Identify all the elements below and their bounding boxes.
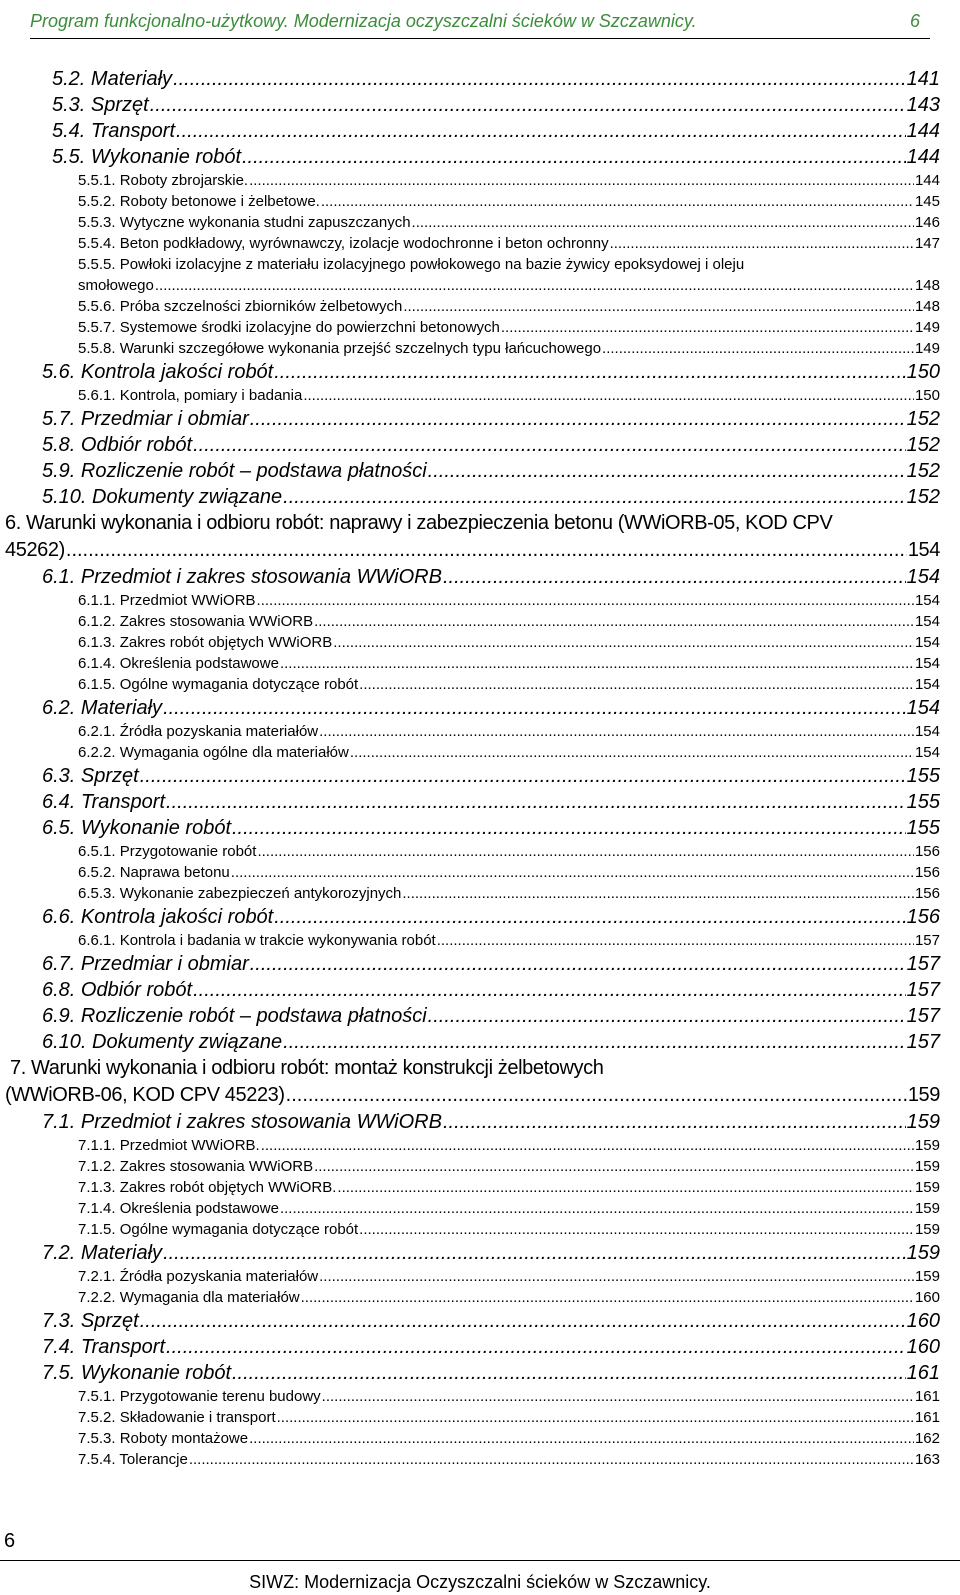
toc-entry-title: 6.7. Przedmiar i obmiar [42,953,249,975]
toc-entry-page: 163 [914,1451,940,1468]
toc-entry-page: 144 [914,172,940,189]
toc-entry-title: 7.1.4. Określenia podstawowe [78,1200,279,1217]
toc-entry-page: 152 [906,408,940,430]
toc-entry-page: 159 [914,1137,940,1154]
toc-entry-title: 7.1.3. Zakres robót objętych WWiORB. [78,1179,337,1196]
toc-entry-title: 7.1.5. Ogólne wymagania dotyczące robót [78,1221,359,1238]
toc-entry[interactable] [0,458,960,484]
toc-entry-title: 7.5.2. Składowanie i transport [78,1409,276,1426]
toc-entry[interactable] [0,564,960,590]
toc-entry-page: 148 [914,298,940,315]
toc-entry-page: 155 [906,765,940,787]
toc-leader-dots [437,930,914,951]
toc-entry[interactable] [0,1029,960,1055]
toc-entry-page: 155 [906,791,940,813]
toc-leader-dots [428,458,906,484]
toc-entry-title: 6.5. Wykonanie robót [42,817,231,839]
toc-entry-title: 5.2. Materiały [52,68,173,90]
toc-entry-page: 157 [906,1031,940,1053]
toc-entry[interactable] [0,930,960,951]
toc-entry[interactable] [0,883,960,904]
toc-entry[interactable] [0,317,960,338]
toc-leader-dots [359,674,914,695]
toc-entry-title: 5.5. Wykonanie robót [52,146,241,168]
toc-entry[interactable] [0,1135,960,1156]
toc-entry-page: 161 [906,1362,940,1384]
toc-entry-page: 144 [906,146,940,168]
toc-leader-dots [443,1109,906,1135]
toc-entry-page: 150 [906,361,940,383]
toc-entry-page: 143 [906,94,940,116]
toc-entry-page: 157 [914,932,940,949]
toc-entry[interactable] [0,841,960,862]
toc-entry-title: 7.5.1. Przygotowanie terenu budowy [78,1388,321,1405]
toc-leader-dots [412,212,914,233]
toc-entry-title: 6.5.2. Naprawa betonu [78,864,230,881]
toc-entry-page: 148 [914,277,940,294]
toc-leader-dots [163,695,906,721]
toc-entry-title: 6.2.2. Wymagania ogólne dla materiałów [78,744,349,761]
toc-entry-title: 5.9. Rozliczenie robót – podstawa płatności [42,460,427,482]
toc-entry-page: 154 [914,723,940,740]
toc-entry-title: 6.8. Odbiór robót [42,979,193,1001]
toc-leader-dots [176,118,906,144]
toc-entry-title: 5.5.3. Wytyczne wykonania studni zapuszczanych [78,214,411,231]
table-of-contents [0,66,960,1470]
toc-entry-title: 7.4. Transport [42,1336,166,1358]
toc-entry-page: 152 [906,434,940,456]
toc-entry-title: 5.6. Kontrola jakości robót [42,361,274,383]
toc-entry-title: 6.1.4. Określenia podstawowe [78,655,279,672]
toc-leader-dots [350,742,914,763]
toc-leader-dots [189,1449,914,1470]
toc-entry-page: 155 [906,817,940,839]
toc-entry[interactable] [0,406,960,432]
toc-entry[interactable] [0,904,960,930]
toc-entry[interactable] [0,1219,960,1240]
toc-entry[interactable] [0,1003,960,1029]
toc-entry[interactable] [0,1240,960,1266]
toc-entry-title: 6.2. Materiały [42,697,163,719]
toc-entry-page: 161 [914,1388,940,1405]
toc-entry-title: 7.1. Przedmiot i zakres stosowania WWiORB [42,1111,442,1133]
toc-entry[interactable] [0,1266,960,1287]
toc-leader-dots [402,883,914,904]
toc-entry[interactable] [0,1449,960,1470]
toc-leader-dots [283,1029,905,1055]
toc-entry-title: 45262) [5,539,65,561]
toc-entry[interactable] [0,484,960,510]
toc-entry-title: (WWiORB-06, KOD CPV 45223) [5,1084,285,1106]
toc-entry-page: 145 [914,193,940,210]
toc-entry-page: 150 [914,387,940,404]
toc-leader-dots [249,170,914,191]
toc-entry-page: 159 [914,1200,940,1217]
toc-leader-dots [155,275,914,296]
header-page-number: 6 [910,11,921,31]
toc-entry-title: 7.2. Materiały [42,1242,163,1264]
toc-entry-title: 5.5.4. Beton podkładowy, wyrównawczy, izolacje wodochronne i beton ochronny [78,235,609,252]
toc-leader-dots [319,721,914,742]
toc-entry[interactable] [0,92,960,118]
toc-leader-dots [280,653,914,674]
toc-leader-dots [319,1266,914,1287]
toc-entry-title: 5.6.1. Kontrola, pomiary i badania [78,387,303,404]
toc-entry-page: 157 [906,979,940,1001]
toc-entry[interactable] [0,590,960,611]
toc-entry[interactable] [0,674,960,695]
toc-entry[interactable] [0,721,960,742]
toc-entry-title: 6.5.1. Przygotowanie robót [78,843,257,860]
toc-entry[interactable] [0,1428,960,1449]
toc-entry-title: 6.1.1. Przedmiot WWiORB [78,592,256,609]
toc-entry-title: 7.2.1. Źródła pozyskania materiałów [78,1268,319,1285]
toc-entry-page: 159 [906,1111,940,1133]
toc-entry-page: 154 [906,697,940,719]
toc-entry-page: 157 [906,953,940,975]
toc-entry[interactable] [0,763,960,789]
toc-entry[interactable] [0,359,960,385]
toc-leader-dots [337,1177,914,1198]
toc-leader-dots [232,1360,906,1386]
toc-entry[interactable] [0,1156,960,1177]
toc-entry-page: 156 [914,864,940,881]
toc-entry-title: 6.1. Przedmiot i zakres stosowania WWiORB [42,566,442,588]
toc-leader-dots [610,233,914,254]
toc-leader-dots [250,951,906,977]
toc-entry-title: 5.5.2. Roboty betonowe i żelbetowe. [78,193,320,210]
toc-entry-title: 5.5.8. Warunki szczegółowe wykonania przejść szczelnych typu łańcuchowego [78,340,602,357]
toc-entry[interactable] [0,338,960,359]
toc-entry-title: 5.7. Przedmiar i obmiar [42,408,249,430]
toc-entry-title: 5.3. Sprzęt [52,94,149,116]
toc-leader-dots [150,92,906,118]
toc-entry-title: 6.1.3. Zakres robót objętych WWiORB [78,634,333,651]
toc-entry-title: 6.1.5. Ogólne wymagania dotyczące robót [78,676,359,693]
toc-entry-title: 7.5. Wykonanie robót [42,1362,231,1384]
toc-entry[interactable] [0,1360,960,1386]
toc-leader-dots [166,1334,906,1360]
toc-entry[interactable] [0,1055,960,1109]
toc-leader-dots [163,1240,906,1266]
toc-entry-page: 160 [914,1289,940,1306]
toc-entry-page: 154 [914,744,940,761]
toc-entry[interactable] [0,432,960,458]
toc-entry[interactable] [0,1287,960,1308]
toc-entry-page: 152 [906,460,940,482]
toc-entry-title: 7. Warunki wykonania i odbioru robót: montaż konstrukcji żelbetowych [10,1057,604,1079]
toc-leader-dots [443,564,906,590]
toc-leader-dots [232,815,906,841]
toc-leader-dots [274,904,905,930]
toc-leader-dots [140,1308,906,1334]
toc-leader-dots [283,484,905,510]
toc-leader-dots [257,841,914,862]
toc-leader-dots [274,359,905,385]
toc-entry-title: 5.5.7. Systemowe środki izolacyjne do powierzchni betonowych [78,319,500,336]
toc-entry-title: 6.1.2. Zakres stosowania WWiORB [78,613,314,630]
toc-leader-dots [280,1198,914,1219]
toc-entry[interactable] [0,118,960,144]
toc-entry-page: 149 [914,319,940,336]
toc-entry-title: 7.3. Sprzęt [42,1310,139,1332]
toc-leader-dots [242,144,906,170]
toc-entry-title: 6.3. Sprzęt [42,765,139,787]
toc-entry-title: 6.6. Kontrola jakości robót [42,906,274,928]
toc-entry[interactable] [0,977,960,1003]
toc-leader-dots [322,1386,914,1407]
toc-entry-page: 159 [914,1268,940,1285]
toc-entry-page: 154 [906,566,940,588]
toc-entry-page: 154 [914,655,940,672]
toc-entry[interactable] [0,254,960,296]
toc-entry-page: 162 [914,1430,940,1447]
toc-leader-dots [166,789,906,815]
toc-entry-page: 160 [906,1336,940,1358]
toc-entry[interactable] [0,862,960,883]
toc-entry[interactable] [0,742,960,763]
toc-entry[interactable] [0,653,960,674]
toc-leader-dots [140,763,906,789]
toc-entry-title: 6. Warunki wykonania i odbioru robót: naprawy i zabezpieczenia betonu (WWiORB-05, KOD CPV [5,512,833,534]
toc-leader-dots [193,977,906,1003]
footer-text: SIWZ: Modernizacja Oczyszczalni ścieków w Szczawnicy. [249,1572,711,1592]
toc-leader-dots [250,406,906,432]
toc-leader-dots [314,611,914,632]
toc-entry-title: 6.2.1. Źródła pozyskania materiałów [78,723,319,740]
toc-entry-page: 156 [914,885,940,902]
toc-entry[interactable] [0,1198,960,1219]
toc-leader-dots [314,1156,914,1177]
toc-entry-page: 154 [914,613,940,630]
toc-entry-page: 154 [914,634,940,651]
toc-leader-dots [428,1003,906,1029]
toc-entry[interactable] [0,233,960,254]
footer-page-number: 6 [4,1530,16,1552]
toc-entry[interactable] [0,170,960,191]
page-header [30,8,930,39]
toc-leader-dots [501,317,914,338]
toc-leader-dots [66,537,907,564]
toc-entry-title: 5.5.5. Powłoki izolacyjne z materiału izolacyjnego powłokowego na bazie żywicy epoksydowej i oleju [78,256,745,273]
toc-entry-title: 6.5.3. Wykonanie zabezpieczeń antykorozyjnych [78,885,402,902]
toc-entry-title: smołowego [78,277,154,294]
toc-leader-dots [173,66,906,92]
toc-entry-page: 149 [914,340,940,357]
toc-entry[interactable] [0,510,960,564]
toc-entry[interactable] [0,144,960,170]
toc-entry-page: 144 [906,120,940,142]
toc-leader-dots [321,191,914,212]
toc-entry-page: 160 [906,1310,940,1332]
toc-entry-page: 154 [914,592,940,609]
toc-entry[interactable] [0,611,960,632]
toc-leader-dots [303,385,914,406]
toc-entry-page: 157 [906,1005,940,1027]
toc-entry-page: 161 [914,1409,940,1426]
toc-entry-page: 147 [914,235,940,252]
toc-entry[interactable] [0,1109,960,1135]
toc-entry-page: 156 [914,843,940,860]
toc-entry-title: 7.2.2. Wymagania dla materiałów [78,1289,300,1306]
toc-leader-dots [231,862,914,883]
toc-leader-dots [286,1082,907,1109]
toc-entry-title: 5.10. Dokumenty związane [42,486,283,508]
toc-leader-dots [301,1287,914,1308]
toc-leader-dots [277,1407,914,1428]
toc-entry-title: 6.4. Transport [42,791,166,813]
toc-entry-page: 159 [914,1158,940,1175]
toc-entry[interactable] [0,1177,960,1198]
toc-entry-title: 7.5.3. Roboty montażowe [78,1430,249,1447]
toc-entry-page: 159 [907,1084,940,1106]
header-title: Program funkcjonalno-użytkowy. Modernizacja oczyszczalni ścieków w Szczawnicy. [30,11,697,31]
toc-entry[interactable] [0,66,960,92]
toc-leader-dots [257,590,914,611]
toc-entry-title: 6.10. Dokumenty związane [42,1031,283,1053]
toc-entry[interactable] [0,789,960,815]
toc-entry[interactable] [0,815,960,841]
toc-entry-title: 7.5.4. Tolerancje [78,1451,188,1468]
toc-entry[interactable] [0,1308,960,1334]
toc-entry[interactable] [0,191,960,212]
toc-leader-dots [249,1428,914,1449]
toc-entry-title: 7.1.1. Przedmiot WWiORB. [78,1137,260,1154]
toc-entry-title: 5.5.1. Roboty zbrojarskie. [78,172,249,189]
toc-entry[interactable] [0,951,960,977]
toc-entry[interactable] [0,695,960,721]
toc-leader-dots [193,432,906,458]
toc-entry[interactable] [0,385,960,406]
toc-entry[interactable] [0,1407,960,1428]
footer-divider [0,1560,960,1561]
toc-entry-title: 6.9. Rozliczenie robót – podstawa płatności [42,1005,427,1027]
toc-leader-dots [403,296,914,317]
toc-entry-title: 7.1.2. Zakres stosowania WWiORB [78,1158,314,1175]
toc-entry[interactable] [0,1334,960,1360]
toc-entry-page: 152 [906,486,940,508]
toc-entry-title: 5.4. Transport [52,120,176,142]
toc-entry-page: 159 [906,1242,940,1264]
toc-entry-page: 141 [906,68,940,90]
toc-entry-page: 154 [907,539,940,561]
toc-leader-dots [602,338,914,359]
toc-entry-page: 154 [914,676,940,693]
toc-entry[interactable] [0,632,960,653]
toc-entry[interactable] [0,212,960,233]
toc-leader-dots [261,1135,914,1156]
toc-entry-title: 5.5.6. Próba szczelności zbiorników żelbetowych [78,298,403,315]
toc-entry[interactable] [0,1386,960,1407]
toc-entry-page: 159 [914,1221,940,1238]
toc-leader-dots [333,632,914,653]
toc-entry-page: 146 [914,214,940,231]
toc-leader-dots [359,1219,914,1240]
toc-entry-title: 5.8. Odbiór robót [42,434,193,456]
toc-entry-title: 6.6.1. Kontrola i badania w trakcie wykonywania robót [78,932,436,949]
toc-entry-page: 159 [914,1179,940,1196]
toc-entry[interactable] [0,296,960,317]
toc-entry-page: 156 [906,906,940,928]
